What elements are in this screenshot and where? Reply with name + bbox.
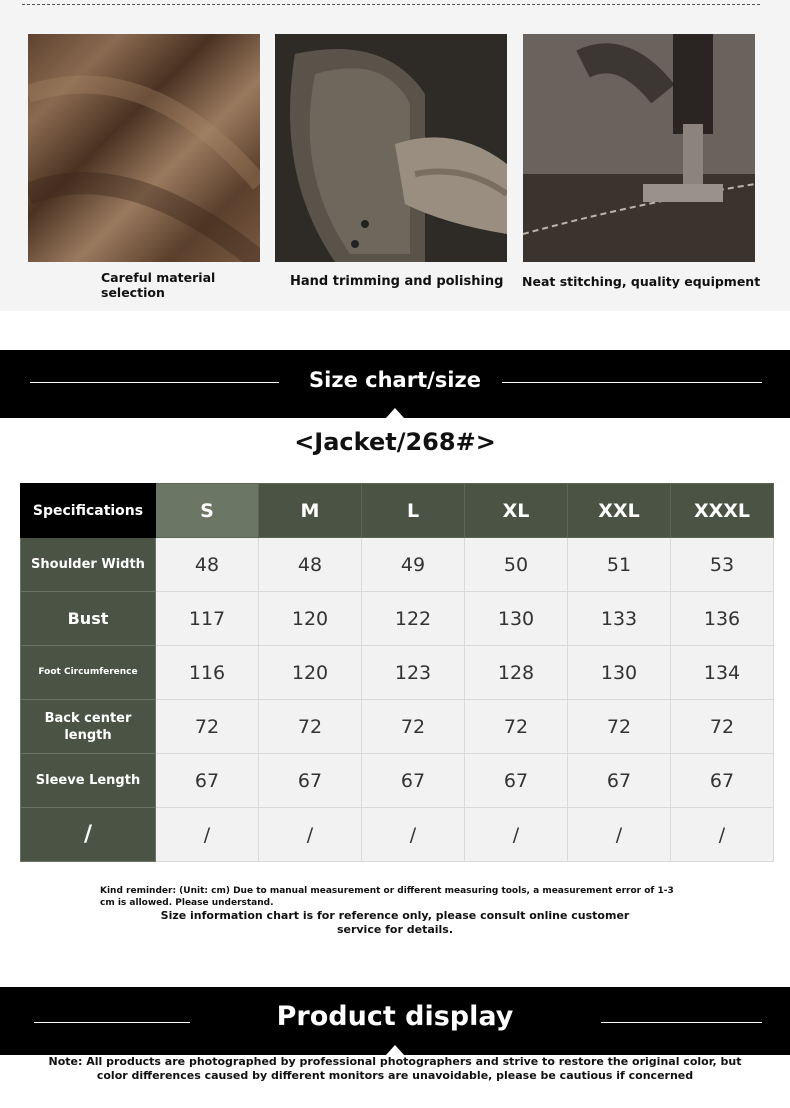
row-label-empty: /: [21, 808, 156, 862]
table-cell: 72: [156, 700, 259, 754]
table-row: [21, 538, 774, 592]
table-cell: 72: [465, 700, 568, 754]
craft-section: [0, 0, 790, 311]
fabric-photo: [28, 34, 260, 262]
row-label-shoulder-width: Shoulder Width: [21, 538, 156, 592]
table-cell: 130: [568, 646, 671, 700]
measurement-reminder: Kind reminder: (Unit: cm) Due to manual measurement or different measuring tools, a measurement error of 1-3 cm is allowed. Please understand.: [100, 886, 674, 908]
table-cell: 128: [465, 646, 568, 700]
header-rule-right: [601, 1022, 762, 1023]
size-table: [20, 483, 774, 862]
table-cell: 67: [362, 754, 465, 808]
table-cell: 133: [568, 592, 671, 646]
table-cell: 67: [156, 754, 259, 808]
table-cell: 136: [671, 592, 774, 646]
table-cell: 123: [362, 646, 465, 700]
table-cell: 51: [568, 538, 671, 592]
size-header: XXXL: [671, 484, 774, 538]
table-cell: 120: [259, 646, 362, 700]
table-cell: 48: [156, 538, 259, 592]
table-cell: /: [568, 808, 671, 862]
header-rule-right: [502, 382, 762, 383]
craft-caption-material: Careful material selection: [101, 270, 216, 300]
table-cell: 122: [362, 592, 465, 646]
dashed-divider: [22, 4, 760, 5]
specifications-header: Specifications: [21, 484, 156, 538]
table-cell: 130: [465, 592, 568, 646]
craft-caption-trimming: Hand trimming and polishing: [290, 274, 504, 289]
table-row: [21, 754, 774, 808]
table-cell: 49: [362, 538, 465, 592]
sewing-machine-photo: [523, 34, 755, 262]
size-header: S: [156, 484, 259, 538]
table-cell: /: [671, 808, 774, 862]
table-cell: 48: [259, 538, 362, 592]
size-disclaimer: Size information chart is for reference only, please consult online customer service for details.: [160, 909, 630, 936]
row-label-bust: Bust: [21, 592, 156, 646]
table-row: [21, 592, 774, 646]
table-header-row: [21, 484, 774, 538]
hand-trimming-photo: [275, 34, 507, 262]
table-cell: 67: [671, 754, 774, 808]
table-cell: 134: [671, 646, 774, 700]
row-label-back-center-length: Back center length: [21, 700, 156, 754]
table-cell: /: [259, 808, 362, 862]
table-cell: 53: [671, 538, 774, 592]
product-display-header: [0, 987, 790, 1055]
size-header: XXL: [568, 484, 671, 538]
table-cell: 120: [259, 592, 362, 646]
size-chart-header: [0, 350, 790, 418]
size-header: XL: [465, 484, 568, 538]
table-row: [21, 700, 774, 754]
table-cell: 72: [568, 700, 671, 754]
size-header: M: [259, 484, 362, 538]
craft-caption-stitching: Neat stitching, quality equipment: [522, 274, 761, 289]
header-notch: [386, 408, 404, 418]
header-notch: [386, 1045, 404, 1055]
table-cell: 50: [465, 538, 568, 592]
product-code-title: <Jacket/268#>: [294, 428, 496, 456]
table-cell: 67: [465, 754, 568, 808]
table-cell: 72: [671, 700, 774, 754]
size-chart-title: Size chart/size: [309, 368, 481, 392]
table-cell: 67: [259, 754, 362, 808]
table-cell: /: [156, 808, 259, 862]
table-row: [21, 808, 774, 862]
size-header: L: [362, 484, 465, 538]
table-cell: /: [465, 808, 568, 862]
color-note: Note: All products are photographed by professional photographers and strive to restore the original color, but color differences caused by different monitors are unavoidable, please be cautious if concerned: [48, 1055, 742, 1082]
row-label-foot-circumference: Foot Circumference: [21, 646, 156, 700]
table-cell: 117: [156, 592, 259, 646]
table-cell: 116: [156, 646, 259, 700]
table-row: [21, 646, 774, 700]
table-cell: 72: [362, 700, 465, 754]
table-cell: /: [362, 808, 465, 862]
table-cell: 72: [259, 700, 362, 754]
table-cell: 67: [568, 754, 671, 808]
row-label-sleeve-length: Sleeve Length: [21, 754, 156, 808]
product-display-title: Product display: [276, 1001, 514, 1032]
